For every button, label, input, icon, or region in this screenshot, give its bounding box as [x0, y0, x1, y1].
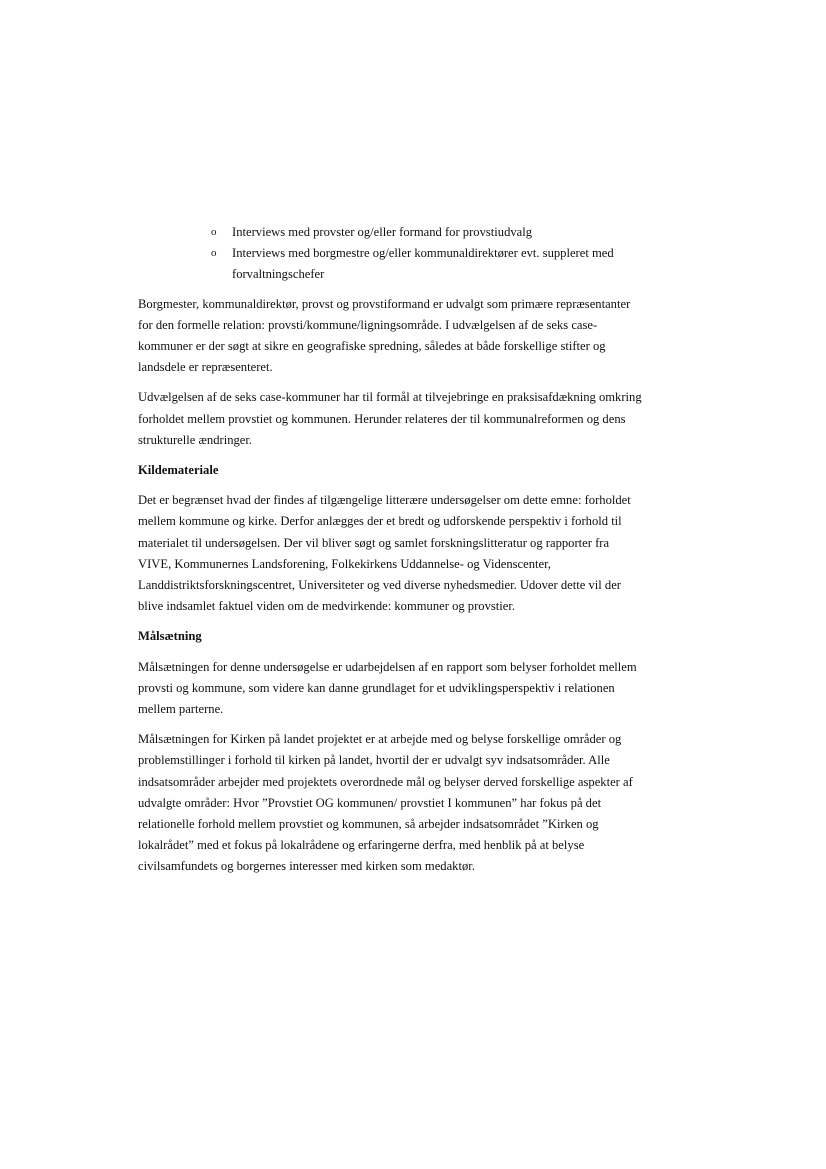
- heading-kildemateriale: Kildemateriale: [138, 463, 219, 478]
- intro-paragraph-purpose: Udvælgelsen af de seks case-kommuner har til formål at tilvejebringe en praksisafdækning omkring forholdet mellem provstiet og kommunen. Herunder relateres der til kommunalreformen og dens strukturelle ændringer.: [138, 390, 642, 447]
- bullet-text: Interviews med provster og/eller formand for provstiudvalg: [232, 225, 533, 239]
- list-item: [211, 222, 643, 243]
- paragraph-kildemateriale: Det er begrænset hvad der findes af tilgængelige litterære undersøgelser om dette emne: forholdet mellem kommune og kirke. Derfor anlægges der et bredt og udforskende perspektiv i forhold til materialet til undersøgelsen. Der vil bliver søgt og samlet forskningslitteratur og rapporter fra VIVE, Kommunernes Landsforening, Folkekirkens Uddannelse- og Videnscenter, Landdistriktsforskningscentret, Universiteter og ved diverse nyhedsmedier. Udover dette vil der blive indsamlet faktuel viden om de medvirkende: kommuner og provstier.: [138, 493, 631, 614]
- interview-bullet-list: [138, 222, 643, 286]
- circle-bullet-icon: o: [211, 226, 217, 238]
- page-content: [138, 222, 643, 887]
- heading-maalsaetning: Målsætning: [138, 629, 202, 644]
- paragraph-maalsaetning-report: Målsætningen for denne undersøgelse er udarbejdelsen af en rapport som belyser forholdet mellem provsti og kommune, som videre kan danne grundlaget for et udviklingsperspektiv i relationen mellem parterne.: [138, 659, 637, 717]
- circle-bullet-icon: o: [211, 247, 217, 260]
- intro-paragraph-representatives: Borgmester, kommunaldirektør, provst og provstiformand er udvalgt som primære repræsentanter for den formelle relation: provsti/kommune/ligningsområde. I udvælgelsen af de seks case-kommuner er der søgt at sikre en geografiske spredning, således at både forskellige stifter og landsdele er repræsenteret.: [138, 296, 631, 375]
- list-item: [211, 243, 643, 285]
- bullet-text: Interviews med borgmestre og/eller kommunaldirektører evt. suppleret med forvaltningschefer: [232, 246, 614, 282]
- paragraph-maalsaetning-project: Målsætningen for Kirken på landet projektet er at arbejde med og belyse forskellige områder og problemstillinger i forhold til kirken på landet, hvortil der er udvalgt syv indsatsområder. Alle indsatsområder arbejder med projektets overordnede mål og belyser derved forskellige aspekter af udvalgte områder: Hvor ”Provstiet OG kommunen/ provstiet I kommunen” har fokus på det relationelle forhold mellem provstiet og kommunen, så arbejder indsatsområdet ”Kirken og lokalrådet” med et fokus på lokalrådene og erfaringerne derfra, med henblik på at belyse civilsamfundets og borgernes interesser med kirken som medaktør.: [138, 732, 633, 874]
